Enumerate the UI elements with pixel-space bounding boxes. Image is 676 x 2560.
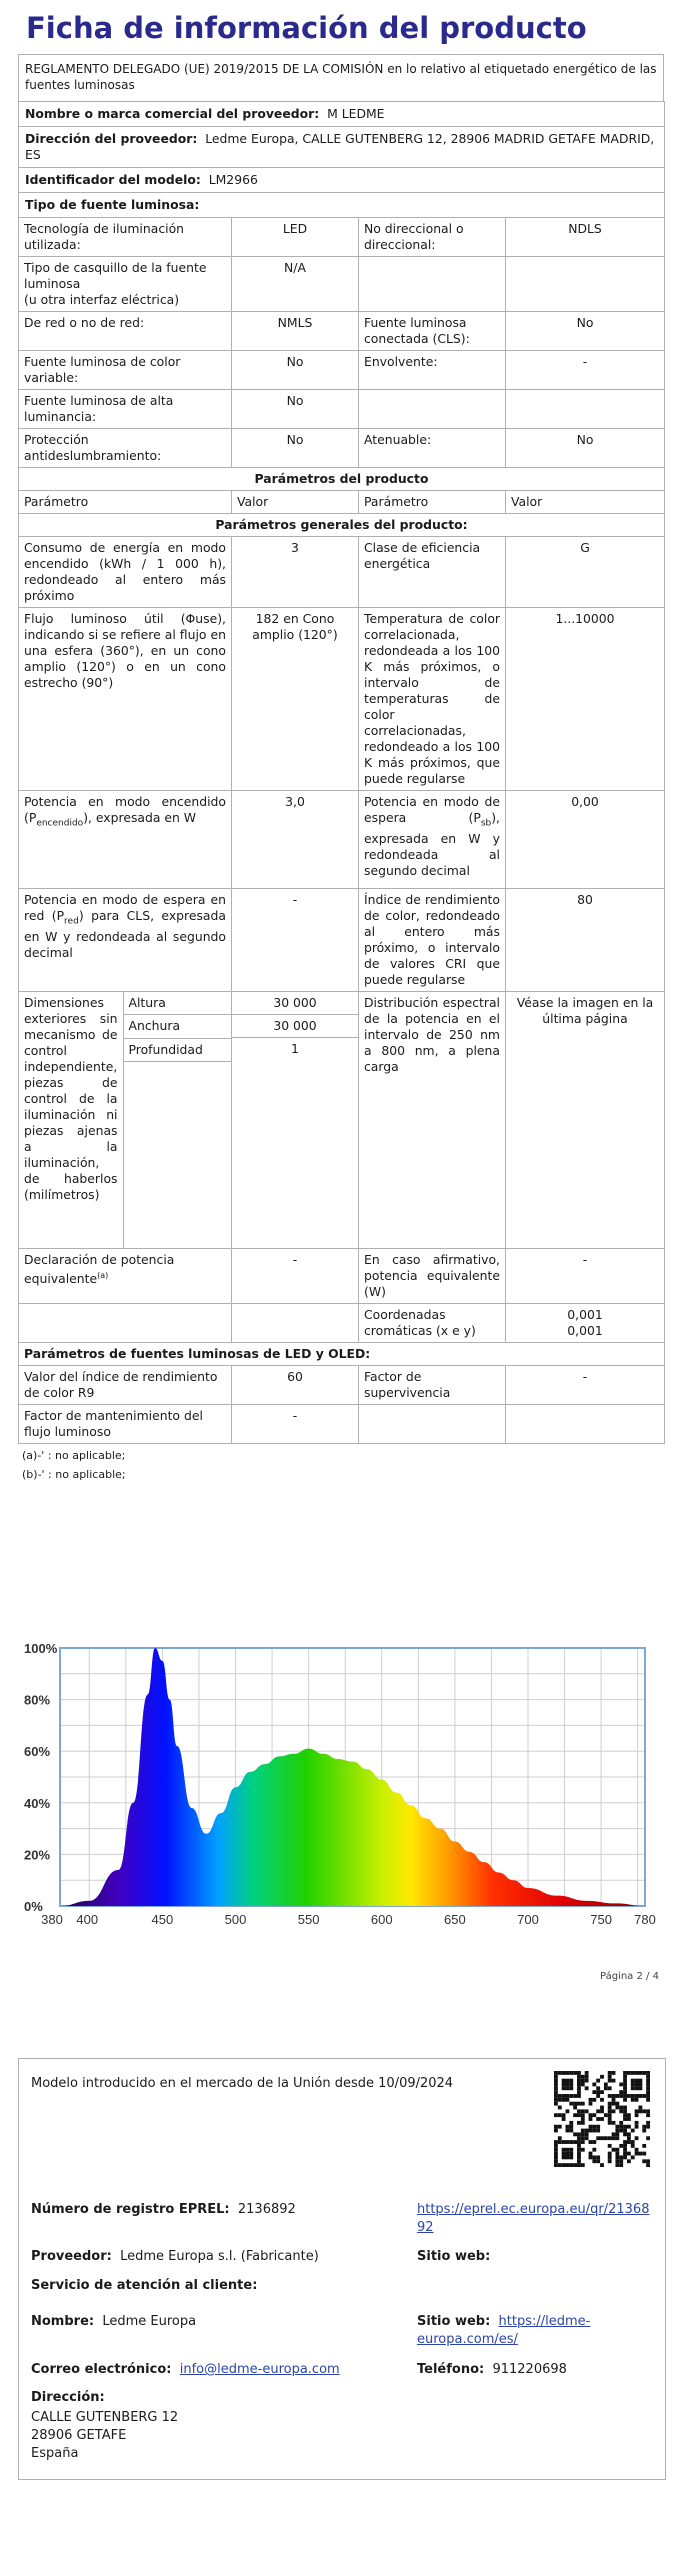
psb-sub: sb <box>480 818 492 829</box>
mains-label: De red o no de red: <box>19 312 232 351</box>
chroma-y: 0,001 <box>567 1323 603 1338</box>
cri-value: 80 <box>506 889 665 992</box>
flux-label: Flujo luminoso útil (Φuse), indicando si se refiere al flujo en una esfera (360°), en un cono amplio (120°) o en un cono estrecho (90°) <box>19 608 232 791</box>
y-tick-label: 20% <box>24 1847 51 1863</box>
cap-sub: (u otra interfaz eléctrica) <box>24 292 180 307</box>
pon-label: Potencia en modo encendido (P <box>24 794 226 825</box>
website2-label: Sitio web: <box>417 2314 491 2329</box>
cap-label: Tipo de casquillo de la fuente luminosa <box>24 260 207 291</box>
r9-value: 60 <box>232 1366 359 1405</box>
page-number: Página 2 / 4 <box>600 1971 659 1982</box>
y-tick-label: 0% <box>24 1899 43 1914</box>
x-tick-label: 500 <box>224 1912 247 1927</box>
page-title: Ficha de información del producto <box>26 11 587 45</box>
nondir-value: NDLS <box>506 218 665 257</box>
pnet-label: Potencia en modo de espera en red (P <box>24 892 226 923</box>
cri-label: Índice de rendimiento de color, redondeado al entero más próximo, o intervalo de valores CRI que puede regularse <box>359 889 506 992</box>
y-tick-label: 40% <box>24 1795 51 1811</box>
glare-label: Protección antideslumbramiento: <box>19 429 232 468</box>
spectral-distribution-chart <box>20 1636 660 1936</box>
market-date: Modelo introducido en el mercado de la Unión desde 10/09/2024 <box>31 2076 454 2091</box>
supplier-name-label: Nombre o marca comercial del proveedor: <box>25 106 320 121</box>
email-link[interactable]: info@ledme-europa.com <box>179 2362 340 2377</box>
r9-label: Valor del índice de rendimiento de color R9 <box>19 1366 232 1405</box>
cap-value: N/A <box>232 257 359 312</box>
supplier-address-label: Dirección del proveedor: <box>25 131 198 146</box>
address-line-2: 28906 GETAFE <box>31 2428 127 2443</box>
class-value: G <box>506 537 665 608</box>
energy-label: Consumo de energía en modo encendido (kWh / 1 000 h), redondeado al entero más próximo <box>19 537 232 608</box>
x-tick-label: 700 <box>517 1912 539 1927</box>
envelope-value: - <box>506 351 665 390</box>
psb-label-end: ), expresada en W y redondeada al segundo decimal <box>364 810 500 879</box>
cls-label: Fuente luminosa conectada (CLS): <box>359 312 506 351</box>
led-title: Parámetros de fuentes luminosas de LED y OLED: <box>19 1343 665 1366</box>
high-luminance-value: No <box>232 390 359 429</box>
survival-value: - <box>506 1366 665 1405</box>
website2-link[interactable]: https://ledme-europa.com/es/ <box>417 2314 591 2347</box>
pnet-label-end: ) para CLS, expresada en W y redondeada al segundo decimal <box>24 908 226 961</box>
equiv-w-value: - <box>506 1249 665 1304</box>
source-type-heading: Tipo de fuente luminosa: <box>19 193 665 218</box>
x-tick-label: 550 <box>297 1912 320 1927</box>
phone-label: Teléfono: <box>417 2362 485 2377</box>
supplier-address-value: Ledme Europa, CALLE GUTENBERG 12, 28906 MADRID GETAFE MADRID, ES <box>25 131 655 162</box>
maintenance-value: - <box>232 1405 359 1444</box>
model-label: Identificador del modelo: <box>25 172 201 187</box>
supplier-label: Proveedor: <box>31 2249 112 2264</box>
psb-value: 0,00 <box>506 791 665 889</box>
supplier-value: Ledme Europa s.l. (Fabricante) <box>120 2249 319 2264</box>
name-label: Nombre: <box>31 2314 95 2329</box>
survival-label: Factor de supervivencia <box>359 1366 506 1405</box>
service-label: Servicio de atención al cliente: <box>31 2278 258 2293</box>
website-label: Sitio web: <box>417 2249 491 2264</box>
spd-label: Distribución espectral de la potencia en el intervalo de 250 nm a 800 nm, a plena carga <box>359 992 506 1249</box>
pon-label-end: ), expresada en W <box>83 810 197 825</box>
equiv-w-label: En caso afirmativo, potencia equivalente (W) <box>359 1249 506 1304</box>
footnotes <box>22 1446 664 1484</box>
model-value: LM2966 <box>208 172 258 187</box>
dimmable-label: Atenuable: <box>359 429 506 468</box>
high-luminance-label: Fuente luminosa de alta luminancia: <box>19 390 232 429</box>
x-tick-label: 450 <box>151 1912 174 1927</box>
supplier-info-box <box>18 2058 666 2480</box>
psb-label: Potencia en modo de espera (P <box>364 794 500 825</box>
maintenance-label: Factor de mantenimiento del flujo luminoso <box>19 1405 232 1444</box>
address-line-3: España <box>31 2446 79 2461</box>
width-value: 30 000 <box>232 1015 358 1038</box>
height-value: 30 000 <box>232 992 358 1015</box>
x-tick-label: 650 <box>444 1912 466 1927</box>
envelope-label: Envolvente: <box>359 351 506 390</box>
product-fiche <box>18 0 664 1484</box>
y-tick-label: 60% <box>24 1744 51 1760</box>
general-title: Parámetros generales del producto: <box>19 514 665 537</box>
y-tick-label: 100% <box>24 1641 58 1656</box>
tech-value: LED <box>232 218 359 257</box>
y-tick-label: 80% <box>24 1692 51 1708</box>
pon-value: 3,0 <box>232 791 359 889</box>
cls-value: No <box>506 312 665 351</box>
phone-value: 911220698 <box>492 2362 567 2377</box>
tech-label: Tecnología de iluminación utilizada: <box>19 218 232 257</box>
footnote-b: (b)-' : no aplicable; <box>22 1468 126 1481</box>
nondir-label: No direccional o direccional: <box>359 218 506 257</box>
x-tick-label: 750 <box>590 1912 612 1927</box>
equiv-value: - <box>232 1249 359 1304</box>
value-col-1: Valor <box>232 491 359 514</box>
spd-value: Véase la imagen en la última página <box>506 992 665 1249</box>
dimensions-table <box>19 992 231 1248</box>
param-col-2: Parámetro <box>359 491 506 514</box>
depth-label: Profundidad <box>123 1038 231 1061</box>
eprel-value: 2136892 <box>237 2202 296 2217</box>
chroma-x: 0,001 <box>567 1307 603 1322</box>
mains-value: NMLS <box>232 312 359 351</box>
equiv-label: Declaración de potencia equivalente <box>24 1252 175 1287</box>
equiv-sup: (a) <box>97 1271 109 1280</box>
flux-value: 182 en Cono amplio (120°) <box>232 608 359 791</box>
energy-value: 3 <box>232 537 359 608</box>
chroma-label: Coordenadas cromáticas (x e y) <box>359 1304 506 1343</box>
address-line-1: CALLE GUTENBERG 12 <box>31 2410 179 2425</box>
email-label: Correo electrónico: <box>31 2362 172 2377</box>
x-tick-label: 380 <box>41 1912 63 1927</box>
fiche-table <box>18 101 665 1444</box>
footnote-a: (a)-' : no aplicable; <box>22 1449 126 1462</box>
pon-sub: encendido <box>36 818 84 829</box>
x-tick-label: 780 <box>634 1912 656 1927</box>
x-tick-label: 600 <box>370 1912 393 1927</box>
color-value: No <box>232 351 359 390</box>
glare-value: No <box>232 429 359 468</box>
address-label: Dirección: <box>31 2390 105 2405</box>
params-title: Parámetros del producto <box>19 468 665 491</box>
color-label: Fuente luminosa de color variable: <box>19 351 232 390</box>
pnet-sub: red <box>64 916 79 927</box>
dims-label: Dimensiones exteriores sin mecanismo de control independiente, piezas de control de la iluminación ni piezas ajenas a la iluminación, de haberlos (milímetros) <box>19 992 123 1248</box>
eprel-label: Número de registro EPREL: <box>31 2202 230 2217</box>
supplier-name-value: M LEDME <box>327 106 385 121</box>
cct-label: Temperatura de color correlacionada, redondeada a los 100 K más próximos, o intervalo de temperaturas de color correlacionadas, redondeado a los 100 K más próximos, que puede regularse <box>359 608 506 791</box>
depth-value: 1 <box>291 1041 299 1056</box>
x-tick-label: 400 <box>76 1912 99 1927</box>
qr-code-icon[interactable] <box>554 2071 650 2167</box>
cct-value: 1...10000 <box>506 608 665 791</box>
value-col-2: Valor <box>506 491 665 514</box>
class-label: Clase de eficiencia energética <box>359 537 506 608</box>
height-label: Altura <box>123 992 231 1015</box>
eprel-link[interactable]: https://eprel.ec.europa.eu/qr/2136892 <box>417 2202 650 2235</box>
pnet-value: - <box>232 889 359 992</box>
name-value: Ledme Europa <box>102 2314 197 2329</box>
dimmable-value: No <box>506 429 665 468</box>
param-col-1: Parámetro <box>19 491 232 514</box>
regulation-text: REGLAMENTO DELEGADO (UE) 2019/2015 DE LA COMISIÓN en lo relativo al etiquetado energético de las fuentes luminosas <box>18 54 664 101</box>
width-label: Anchura <box>123 1015 231 1038</box>
